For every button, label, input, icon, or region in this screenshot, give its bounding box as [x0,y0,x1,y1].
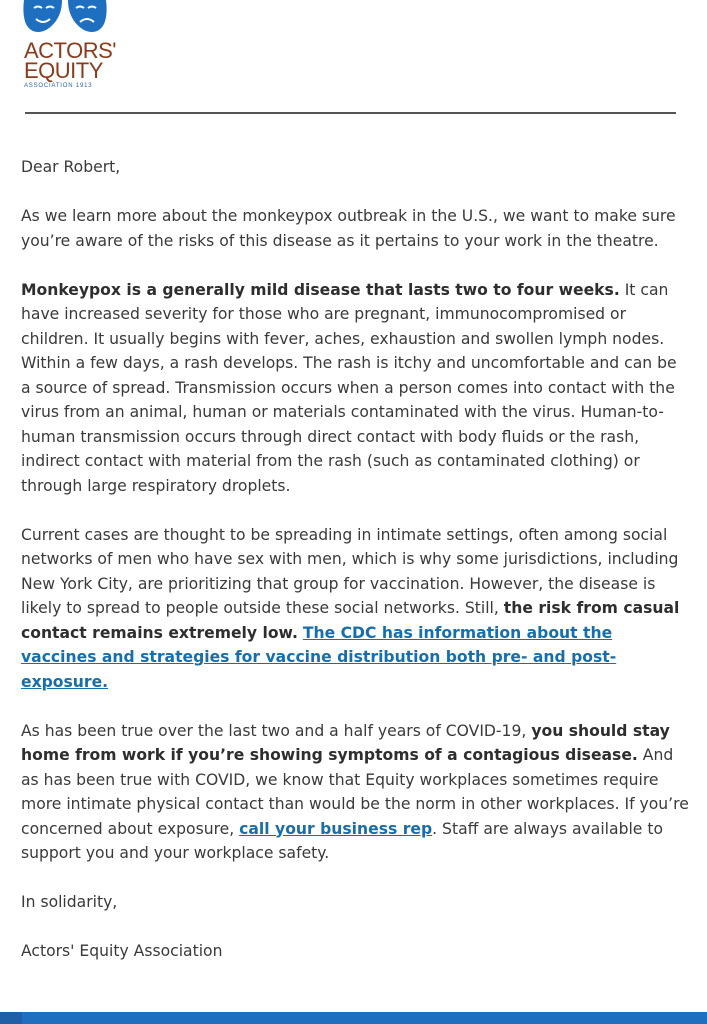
disease-summary-bold: Monkeypox is a generally mild disease that lasts two to four weeks. [21,280,620,299]
workplace-text: And as has been true with COVID, we know that Equity workplaces sometimes require more intimate physical contact than would be the norm in other workplaces. If you’re concerned about exposure, [21,746,689,838]
paragraph-disease-info [21,278,691,499]
footer-bar [0,1012,707,1024]
paragraph-stay-home [21,719,691,866]
greeting: Dear Robert, [21,158,121,176]
staff-support-text: . Staff are always available to support you and your workplace safety. [21,819,664,862]
current-cases-text: Current cases are thought to be spreading in intimate settings, often among social networks of men who have sex with men, which is why some jurisdictions, including New York City, are prioritizing that group for vaccination. However, the disease is likely to spread to people outside these social networks. Still, [21,525,679,617]
theatre-masks-icon [22,0,108,38]
call-business-rep-link[interactable]: call your business rep [239,819,433,838]
signature: Actors' Equity Association [21,942,223,960]
email-body [21,155,691,988]
logo-text-association: ASSOCIATION 1913 [24,83,93,89]
logo-text-equity: EQUITY [24,58,103,83]
footer-bar-accent [22,1012,707,1024]
risk-low-bold: the risk from casual contact remains extremely low. [21,599,680,642]
actors-equity-logo [18,0,118,95]
cdc-vaccine-info-link[interactable]: The CDC has information about the vaccines and strategies for vaccine distribution both pre- and post-exposure. [21,623,617,691]
closing: In solidarity, [21,893,118,911]
disease-details: It can have increased severity for those who are pregnant, immunocompromised or children. It usually begins with fever, aches, exhaustion and swollen lymph nodes. Within a few days, a rash develops. The rash is itchy and uncomfortable and can be a source of spread. Transmission occurs when a person comes into contact with the virus from an animal, human or materials contaminated with the virus. Human-to-human transmission occurs through direct contact with body fluids or the rash, indirect contact with material from the rash (such as contaminated clothing) or through large respiratory droplets. [21,280,677,495]
covid-text: As has been true over the last two and a half years of COVID-19, [21,721,532,740]
header-divider [25,112,676,114]
paragraph-current-cases [21,523,691,695]
stay-home-bold: you should stay home from work if you’re showing symptoms of a contagious disease. [21,721,670,764]
paragraph-intro: As we learn more about the monkeypox outbreak in the U.S., we want to make sure you’re aware of the risks of this disease as it pertains to your work in the theatre. [21,207,676,250]
logo-text-actors: ACTORS' [24,38,116,63]
